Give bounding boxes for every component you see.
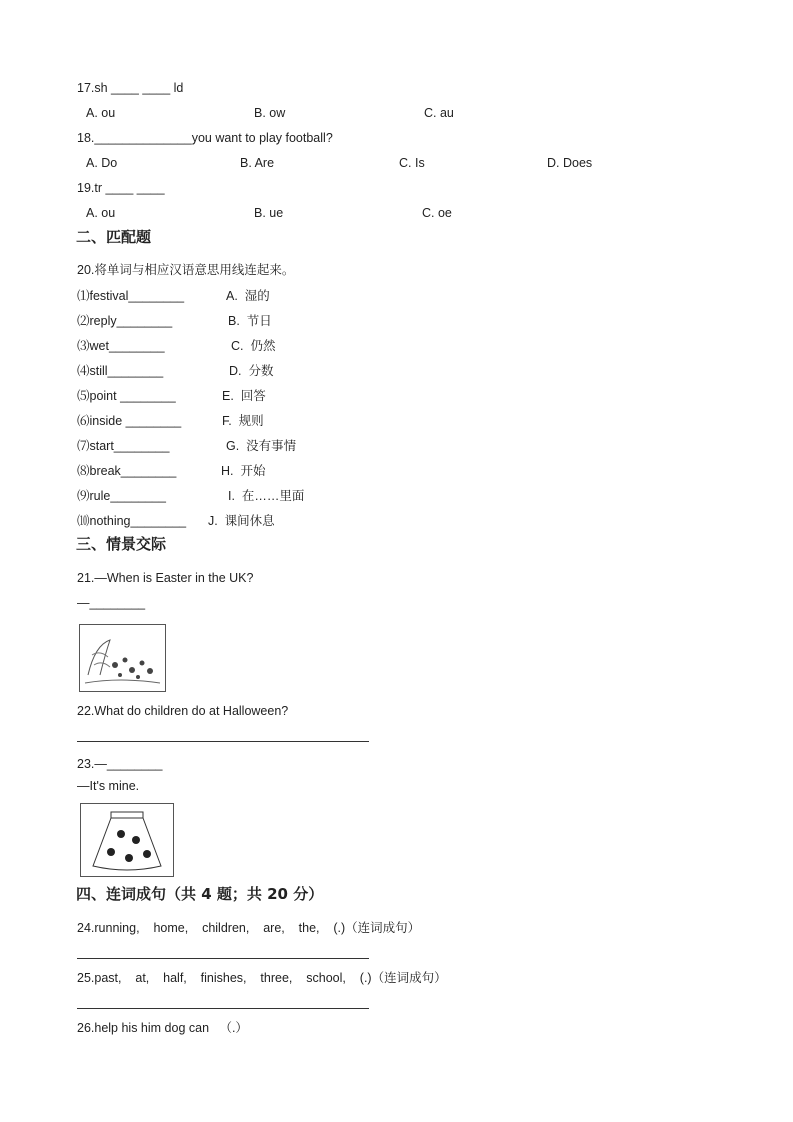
match-word-7: ⑺start________ [77, 439, 170, 453]
q18-option-d: D. Does [547, 156, 593, 170]
match-word-4: ⑷still________ [77, 364, 164, 378]
section-heading-matching: 二、匹配题 [76, 228, 152, 246]
match-meaning-3: C. 仍然 [231, 339, 276, 353]
match-word-3: ⑶wet________ [77, 339, 165, 353]
match-word-8: ⑻break________ [77, 464, 177, 478]
q20-stem: 20.将单词与相应汉语意思用线连起来。 [77, 263, 295, 277]
q17-option-a: A. ou [86, 106, 116, 120]
section-heading-dialogue: 三、情景交际 [76, 535, 167, 553]
q23-reply: —It's mine. [77, 779, 140, 793]
match-word-2: ⑵reply________ [77, 314, 173, 328]
easter-sketch-icon [80, 625, 165, 691]
match-word-5: ⑸point ________ [77, 389, 176, 403]
match-meaning-10: J. 课间休息 [208, 514, 275, 528]
q26-stem: 26.help his him dog can （.） [77, 1021, 248, 1035]
match-meaning-2: B. 节日 [228, 314, 272, 328]
match-word-1: ⑴festival________ [77, 289, 185, 303]
match-meaning-6: F. 规则 [222, 414, 264, 428]
match-meaning-9: I. 在……里面 [228, 489, 305, 503]
q21-stem: 21.—When is Easter in the UK? [77, 571, 254, 585]
q18-option-c: C. Is [399, 156, 425, 170]
match-meaning-8: H. 开始 [221, 464, 266, 478]
q25-answer-line[interactable] [77, 1008, 369, 1009]
q19-option-a: A. ou [86, 206, 116, 220]
q19-stem: 19.tr ____ ____ [77, 181, 165, 195]
q22-answer-line[interactable] [77, 741, 369, 742]
q24-answer-line[interactable] [77, 958, 369, 959]
match-word-6: ⑹inside ________ [77, 414, 182, 428]
match-meaning-1: A. 湿的 [226, 289, 270, 303]
q25-stem: 25.past, at, half, finishes, three, school, (.)（连词成句） [77, 971, 447, 985]
match-meaning-5: E. 回答 [222, 389, 266, 403]
q18-option-a: A. Do [86, 156, 118, 170]
q17-option-c: C. au [424, 106, 454, 120]
easter-picture [79, 624, 166, 692]
match-word-10: ⑽nothing________ [77, 514, 187, 528]
skirt-picture [80, 803, 174, 877]
q19-option-b: B. ue [254, 206, 284, 220]
q17-option-b: B. ow [254, 106, 286, 120]
skirt-sketch-icon [81, 804, 173, 876]
q22-stem: 22.What do children do at Halloween? [77, 704, 289, 718]
q24-stem: 24.running, home, children, are, the, (.)（连词成句） [77, 921, 421, 935]
q18-stem: 18.______________you want to play football? [77, 131, 333, 145]
q18-option-b: B. Are [240, 156, 275, 170]
q21-answer-blank: —________ [77, 596, 146, 610]
match-word-9: ⑼rule________ [77, 489, 166, 503]
match-meaning-7: G. 没有事情 [226, 439, 297, 453]
q17-stem: 17.sh ____ ____ ld [77, 81, 184, 95]
q19-option-c: C. oe [422, 206, 452, 220]
section-heading-sentence: 四、连词成句（共 4 题；共 20 分） [76, 885, 324, 903]
match-meaning-4: D. 分数 [229, 364, 274, 378]
q23-stem: 23.—________ [77, 757, 163, 771]
